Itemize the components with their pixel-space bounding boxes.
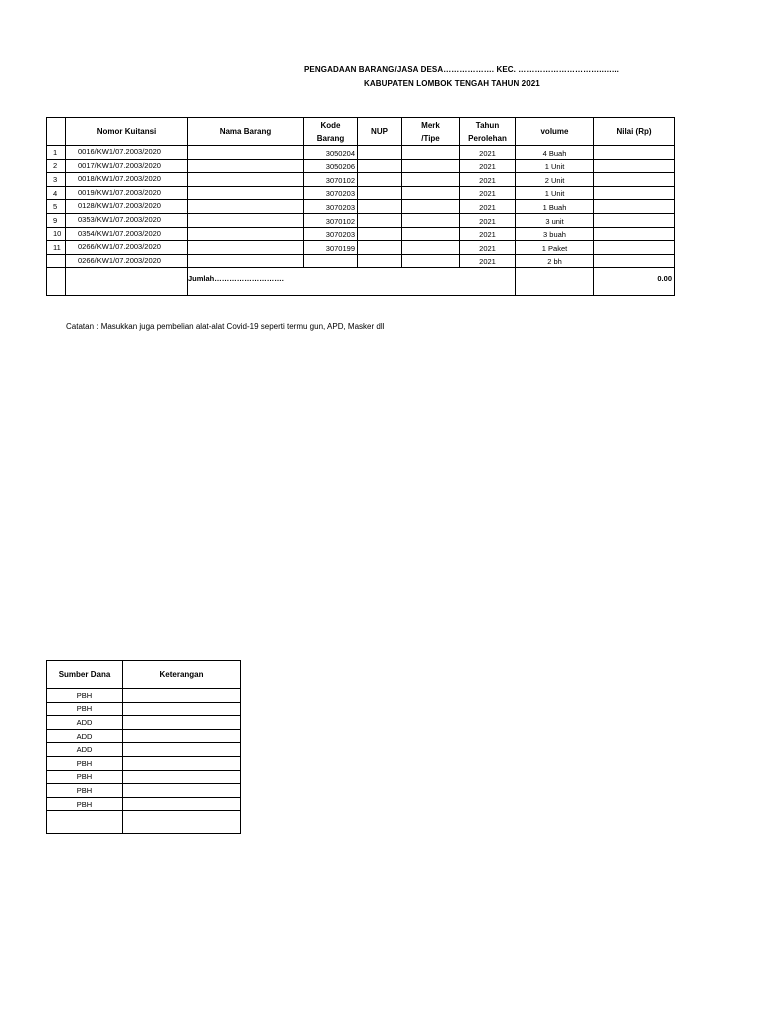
header-tahun-line1: Tahun: [475, 120, 500, 130]
cell-nup: [358, 186, 402, 200]
cell-sumber-dana: PBH: [47, 756, 123, 770]
fund-source-table: [46, 660, 241, 834]
cell-keterangan: [123, 702, 241, 716]
total-row: [47, 268, 675, 296]
table-row: [47, 146, 675, 160]
total-empty-no: [47, 268, 66, 296]
cell-nilai: [594, 186, 675, 200]
cell-no: 10: [47, 227, 66, 241]
cell-merk-tipe: [402, 200, 460, 214]
cell-volume: 3 buah: [516, 227, 594, 241]
cell-nomor-kuitansi: 0017/KW1/07.2003/2020: [66, 159, 188, 173]
cell-kode-barang: 3070203: [304, 200, 358, 214]
cell-merk-tipe: [402, 159, 460, 173]
cell-nilai: [594, 227, 675, 241]
table-row: [47, 254, 675, 268]
header-volume: volume: [516, 118, 594, 146]
cell-kode-barang: [304, 254, 358, 268]
cell-keterangan: [123, 797, 241, 811]
cell-kode-barang: 3050206: [304, 159, 358, 173]
cell-kode-barang: 3070102: [304, 173, 358, 187]
cell-tahun-perolehan: 2021: [460, 254, 516, 268]
header-merk-tipe: [402, 118, 460, 146]
cell-nup: [358, 213, 402, 227]
cell-no: 11: [47, 241, 66, 255]
cell-no: [47, 254, 66, 268]
cell-kode-barang: 3070102: [304, 213, 358, 227]
cell-nama-barang: [188, 186, 304, 200]
cell-nup: [358, 254, 402, 268]
cell-keterangan: [123, 756, 241, 770]
cell-nomor-kuitansi: 0266/KW1/07.2003/2020: [66, 241, 188, 255]
header-no: [47, 118, 66, 146]
cell-nama-barang: [188, 159, 304, 173]
fund-row: [47, 702, 241, 716]
cell-volume: 2 Unit: [516, 173, 594, 187]
cell-sumber-dana: PBH: [47, 702, 123, 716]
document-subtitle: KABUPATEN LOMBOK TENGAH TAHUN 2021: [364, 79, 540, 88]
table-header-row: [47, 118, 675, 146]
cell-merk-tipe: [402, 213, 460, 227]
cell-nilai: [594, 200, 675, 214]
header-nama-barang: Nama Barang: [188, 118, 304, 146]
cell-merk-tipe: [402, 173, 460, 187]
cell-nomor-kuitansi: 0266/KW1/07.2003/2020: [66, 254, 188, 268]
fund-row: [47, 756, 241, 770]
document-title: PENGADAAN BARANG/JASA DESA………………. KEC. …………………………..…...: [304, 65, 619, 74]
table-row: [47, 173, 675, 187]
cell-nilai: [594, 159, 675, 173]
header-keterangan: Keterangan: [123, 661, 241, 689]
header-merk-line2: /Tipe: [421, 133, 440, 143]
cell-nup: [358, 173, 402, 187]
header-nilai: Nilai (Rp): [594, 118, 675, 146]
cell-kode-barang: 3070203: [304, 227, 358, 241]
cell-keterangan: [123, 689, 241, 703]
cell-tahun-perolehan: 2021: [460, 146, 516, 160]
fund-row: [47, 689, 241, 703]
cell-nilai: [594, 254, 675, 268]
cell-nup: [358, 227, 402, 241]
table-row: [47, 200, 675, 214]
cell-no: 3: [47, 173, 66, 187]
cell-tahun-perolehan: 2021: [460, 213, 516, 227]
cell-kode-barang: 3050204: [304, 146, 358, 160]
cell-nomor-kuitansi: 0354/KW1/07.2003/2020: [66, 227, 188, 241]
cell-nomor-kuitansi: 0353/KW1/07.2003/2020: [66, 213, 188, 227]
total-empty-volume: [516, 268, 594, 296]
fund-empty-sumber: [47, 811, 123, 834]
total-empty-kuitansi: [66, 268, 188, 296]
cell-merk-tipe: [402, 254, 460, 268]
cell-nilai: [594, 173, 675, 187]
table-row: [47, 227, 675, 241]
cell-nomor-kuitansi: 0019/KW1/07.2003/2020: [66, 186, 188, 200]
cell-tahun-perolehan: 2021: [460, 159, 516, 173]
header-tahun-perolehan: [460, 118, 516, 146]
cell-volume: 4 Buah: [516, 146, 594, 160]
cell-sumber-dana: PBH: [47, 689, 123, 703]
cell-sumber-dana: PBH: [47, 797, 123, 811]
cell-kode-barang: 3070203: [304, 186, 358, 200]
table-row: [47, 159, 675, 173]
cell-merk-tipe: [402, 186, 460, 200]
cell-nama-barang: [188, 200, 304, 214]
cell-nomor-kuitansi: 0016/KW1/07.2003/2020: [66, 146, 188, 160]
cell-nup: [358, 200, 402, 214]
cell-keterangan: [123, 729, 241, 743]
note-text: Catatan : Masukkan juga pembelian alat-alat Covid-19 seperti termu gun, APD, Masker dll: [66, 322, 385, 331]
cell-volume: 1 Buah: [516, 200, 594, 214]
cell-volume: 3 unit: [516, 213, 594, 227]
total-label: Jumlah……………………….: [188, 268, 516, 296]
cell-tahun-perolehan: 2021: [460, 200, 516, 214]
header-kode-barang: [304, 118, 358, 146]
cell-no: 5: [47, 200, 66, 214]
cell-tahun-perolehan: 2021: [460, 186, 516, 200]
cell-nama-barang: [188, 146, 304, 160]
fund-row: [47, 770, 241, 784]
fund-row: [47, 743, 241, 757]
cell-nama-barang: [188, 227, 304, 241]
header-merk-line1: Merk: [421, 120, 440, 130]
cell-kode-barang: 3070199: [304, 241, 358, 255]
table-row: [47, 241, 675, 255]
total-value: 0.00: [594, 268, 675, 296]
cell-nup: [358, 146, 402, 160]
cell-volume: 1 Unit: [516, 186, 594, 200]
cell-nilai: [594, 241, 675, 255]
table-row: [47, 186, 675, 200]
header-sumber-dana: Sumber Dana: [47, 661, 123, 689]
cell-keterangan: [123, 743, 241, 757]
cell-nama-barang: [188, 254, 304, 268]
procurement-table: [46, 117, 675, 296]
cell-sumber-dana: ADD: [47, 743, 123, 757]
cell-no: 2: [47, 159, 66, 173]
cell-nomor-kuitansi: 0128/KW1/07.2003/2020: [66, 200, 188, 214]
cell-sumber-dana: ADD: [47, 716, 123, 730]
cell-keterangan: [123, 784, 241, 798]
cell-nama-barang: [188, 241, 304, 255]
fund-empty-row: [47, 811, 241, 834]
cell-volume: 1 Paket: [516, 241, 594, 255]
cell-tahun-perolehan: 2021: [460, 173, 516, 187]
cell-nup: [358, 241, 402, 255]
cell-nup: [358, 159, 402, 173]
cell-nilai: [594, 213, 675, 227]
header-kode-line1: Kode: [320, 120, 341, 130]
fund-row: [47, 784, 241, 798]
fund-header-row: [47, 661, 241, 689]
cell-no: 4: [47, 186, 66, 200]
cell-merk-tipe: [402, 227, 460, 241]
cell-volume: 1 Unit: [516, 159, 594, 173]
header-tahun-line2: Perolehan: [468, 133, 507, 143]
cell-no: 9: [47, 213, 66, 227]
cell-nomor-kuitansi: 0018/KW1/07.2003/2020: [66, 173, 188, 187]
cell-no: 1: [47, 146, 66, 160]
header-nup: NUP: [358, 118, 402, 146]
table-row: [47, 213, 675, 227]
cell-merk-tipe: [402, 146, 460, 160]
cell-merk-tipe: [402, 241, 460, 255]
fund-row: [47, 729, 241, 743]
cell-nama-barang: [188, 173, 304, 187]
cell-volume: 2 bh: [516, 254, 594, 268]
cell-sumber-dana: PBH: [47, 784, 123, 798]
fund-row: [47, 716, 241, 730]
cell-keterangan: [123, 716, 241, 730]
cell-tahun-perolehan: 2021: [460, 227, 516, 241]
cell-nama-barang: [188, 213, 304, 227]
cell-sumber-dana: ADD: [47, 729, 123, 743]
fund-row: [47, 797, 241, 811]
fund-empty-keterangan: [123, 811, 241, 834]
cell-nilai: [594, 146, 675, 160]
header-nomor-kuitansi: Nomor Kuitansi: [66, 118, 188, 146]
cell-keterangan: [123, 770, 241, 784]
cell-tahun-perolehan: 2021: [460, 241, 516, 255]
cell-sumber-dana: PBH: [47, 770, 123, 784]
header-kode-line2: Barang: [316, 133, 345, 143]
